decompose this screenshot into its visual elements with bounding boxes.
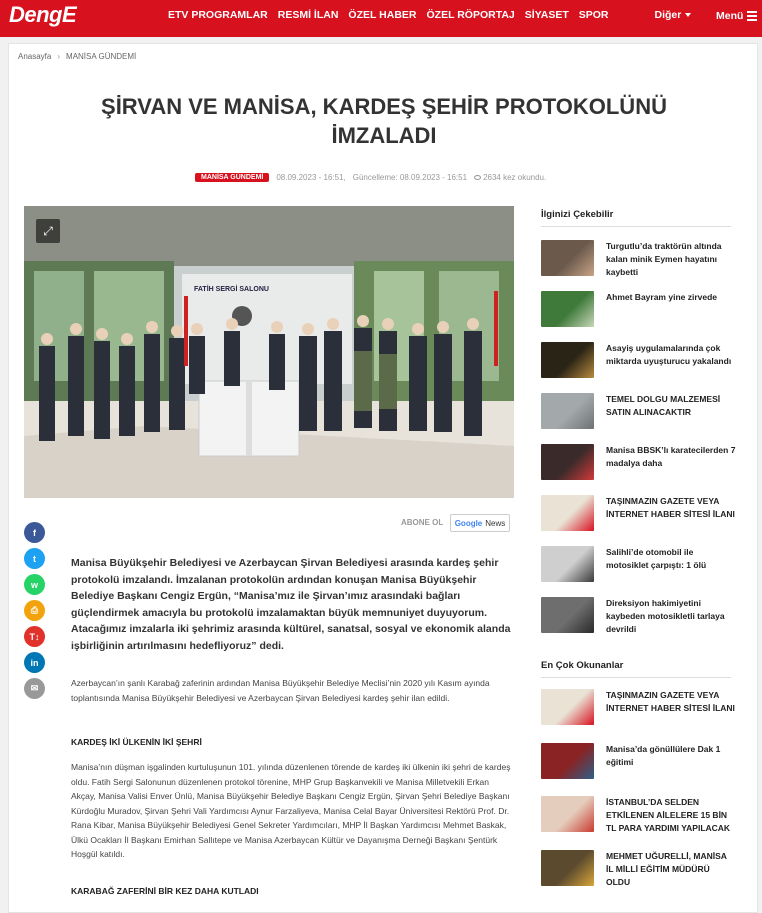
popular-item[interactable] <box>541 689 736 729</box>
interest-headline: Direksiyon hakimiyetini kaybeden motosikletli tarlaya devrildi <box>606 598 725 634</box>
site-logo[interactable] <box>9 2 76 30</box>
article-hero-image[interactable] <box>24 206 514 498</box>
article-paragraph-1: Azerbaycan’ın şanlı Karabağ zaferinin ardından Manisa Büyükşehir Belediye Meclisi’nin 2020 yılı Kasım ayında toplantısında Manisa Büyükşehir Belediyesi ve Azerbaycan Şirvan Belediyesi kardeş şehir ilan edildi. <box>71 678 490 703</box>
view-count <box>474 173 546 182</box>
popular-headline: Manisa’da gönüllülere Dak 1 eğitimi <box>606 743 721 767</box>
news-thumbnail <box>541 597 594 633</box>
interest-headline: TAŞINMAZIN GAZETE VEYA İNTERNET HABER SİTESİ İLANI <box>606 496 735 519</box>
article-title: ŞİRVAN VE MANİSA, KARDEŞ ŞEHİR PROTOKOLÜNÜ İMZALADI <box>101 94 667 148</box>
email-icon[interactable]: ✉ <box>24 678 45 699</box>
nav-siyaset[interactable]: SİYASET <box>524 9 569 21</box>
main-nav <box>168 9 701 21</box>
news-thumbnail <box>541 546 594 582</box>
expand-icon[interactable]: ⤢ <box>36 219 60 243</box>
nav-ozel-haber[interactable]: ÖZEL HABER <box>348 9 417 21</box>
interest-item[interactable] <box>541 546 736 586</box>
top-navbar <box>0 0 762 37</box>
interest-item[interactable] <box>541 495 736 535</box>
nav-ozel-roportaj[interactable]: ÖZEL RÖPORTAJ <box>426 9 515 21</box>
category-badge[interactable]: MANİSA GÜNDEMİ <box>195 173 269 182</box>
google-wordmark: Google <box>454 518 483 528</box>
popular-headline: TAŞINMAZIN GAZETE VEYA İNTERNET HABER SİTESİ İLANI <box>606 690 735 713</box>
logo-text: DengE <box>9 2 77 27</box>
breadcrumb <box>18 52 136 61</box>
interest-headline: Ahmet Bayram yine zirvede <box>606 292 718 302</box>
popular-item[interactable] <box>541 850 736 890</box>
interest-headline: Salihli’de otomobil ile motosiklet çarpıştı: 1 ölü <box>606 547 707 570</box>
article-card <box>8 43 758 913</box>
nav-resmi-ilan[interactable]: RESMİ İLAN <box>277 9 339 21</box>
interest-item[interactable] <box>541 291 736 331</box>
article-meta <box>195 173 546 182</box>
interest-item[interactable] <box>541 342 736 382</box>
interest-item[interactable] <box>541 597 736 637</box>
chevron-down-icon <box>685 13 691 17</box>
interest-headline: Turgutlu’da traktörün altında kalan minik Eymen hayatını kaybetti <box>606 241 722 277</box>
interest-headline: TEMEL DOLGU MALZEMESİ SATIN ALINACAKTIR <box>606 394 721 417</box>
breadcrumb-section[interactable]: MANİSA GÜNDEMİ <box>66 52 137 61</box>
interest-item[interactable] <box>541 444 736 484</box>
nav-etv-programlar[interactable]: ETV PROGRAMLAR <box>168 9 268 21</box>
hero-photo <box>24 206 514 498</box>
update-date: Güncelleme: 08.09.2023 - 16:51 <box>352 173 468 182</box>
popular-section-title: En Çok Okunanlar <box>541 660 731 678</box>
google-news-label: News <box>485 518 506 528</box>
news-thumbnail <box>541 689 594 725</box>
breadcrumb-home[interactable]: Anasayfa <box>18 52 52 61</box>
chevron-right-icon: › <box>57 52 61 61</box>
menu-button[interactable] <box>716 9 757 23</box>
font-size-icon[interactable]: T↕ <box>24 626 45 647</box>
abone-ol-label: ABONE OL <box>401 518 444 527</box>
news-thumbnail <box>541 444 594 480</box>
eye-icon <box>474 175 481 180</box>
news-thumbnail <box>541 291 594 327</box>
facebook-icon[interactable]: f <box>24 522 45 543</box>
interest-item[interactable] <box>541 240 736 280</box>
view-count-text: 2634 kez okundu. <box>483 173 547 182</box>
google-news-button[interactable] <box>450 514 510 532</box>
interest-section-title: İlginizi Çekebilir <box>541 209 731 227</box>
whatsapp-icon[interactable]: w <box>24 574 45 595</box>
article-lead: Manisa Büyükşehir Belediyesi ve Azerbaycan Şirvan Belediyesi arasında kardeş şehir protokolü imzalandı. İmzalanan protokolün ardından konuşan Manisa Büyükşehir Belediye Başkanı Cengiz Ergün, “Manisa’mız ile Şirvan’ımız arasındaki bağları güçlendirmek amacıyla bu protokolü imzalamaktan büyük memnuniyet duyuyorum. Atacağımız imzalarla iki şehrimiz arasında kültürel, sanatsal, sosyal ve ekonomik alanda işbirliğinin artırılmasını hedefliyoruz” dedi. <box>71 557 511 652</box>
photo-sign-text: FATİH SERGİ SALONU <box>194 286 269 293</box>
news-thumbnail <box>541 796 594 832</box>
popular-item[interactable] <box>541 743 736 783</box>
news-thumbnail <box>541 850 594 886</box>
news-thumbnail <box>541 393 594 429</box>
hamburger-icon <box>747 9 757 23</box>
article-paragraph-2: Manisa’nın düşman işgalinden kurtuluşunun 101. yılında düzenlenen törende de kardeş iki ülkenin iki şehri de kardeş oldu. Fatih Sergi Salonunun düzenlenen protokol törenine, MHP Grup Başkanvekili ve Manisa Milletvekili Erkan Akçay, Manisa Valisi Enver Ünlü, Manisa Büyükşehir Belediye Başkanı Cengiz Ergün, Şirvan Şehri Belediye Başkanı Kürdoğlu Muradov, Şirvan Şehri Vali Yardımcısı Aynur Farzaliyeva, Manisa Celal Bayar Üniversitesi Rektörü Prof. Dr. Rana Kibar, Manisa Büyükşehir Belediyesi Genel Sekreter Yardımcıları, MHP İl Başkan Yardımcısı Mehmet Baskak, Ülkü Ocakları İl Başkanı Emirhan Sallıtepe ve Manisa Azerbaycan Kültür ve Dayanışma Derneği Başkanı Şentürk Hoşgül katıldı. <box>71 762 511 859</box>
linkedin-icon[interactable]: in <box>24 652 45 673</box>
popular-headline: İSTANBUL’DA SELDEN ETKİLENEN AİLELERE 15 BİN TL PARA YARDIMI YAPILACAK <box>606 797 731 833</box>
share-bar <box>24 522 45 699</box>
print-icon[interactable]: ⎙ <box>24 600 45 621</box>
news-thumbnail <box>541 743 594 779</box>
popular-headline: MEHMET UĞURELLİ, MANİSA İL MİLLİ EĞİTİM MÜDÜRÜ OLDU <box>606 850 727 887</box>
news-thumbnail <box>541 240 594 276</box>
interest-item[interactable] <box>541 393 736 433</box>
article-subheading-2: KARABAĞ ZAFERİNİ BİR KEZ DAHA KUTLADI <box>71 886 259 896</box>
news-thumbnail <box>541 495 594 531</box>
nav-more-label: Diğer <box>654 9 682 21</box>
news-thumbnail <box>541 342 594 378</box>
menu-label: Menü <box>716 10 744 22</box>
nav-more-dropdown[interactable] <box>655 9 692 21</box>
article-subheading-1: KARDEŞ İKİ ÜLKENİN İKİ ŞEHRİ <box>71 737 202 747</box>
interest-headline: Manisa BBSK’lı karatecilerden 7 madalya daha <box>606 445 736 468</box>
twitter-icon[interactable]: t <box>24 548 45 569</box>
interest-headline: Asayiş uygulamalarında çok miktarda uyuşturucu yakalandı <box>606 343 732 366</box>
publish-date: 08.09.2023 - 16:51, <box>276 173 346 182</box>
nav-spor[interactable]: SPOR <box>578 9 609 21</box>
popular-item[interactable] <box>541 796 736 836</box>
